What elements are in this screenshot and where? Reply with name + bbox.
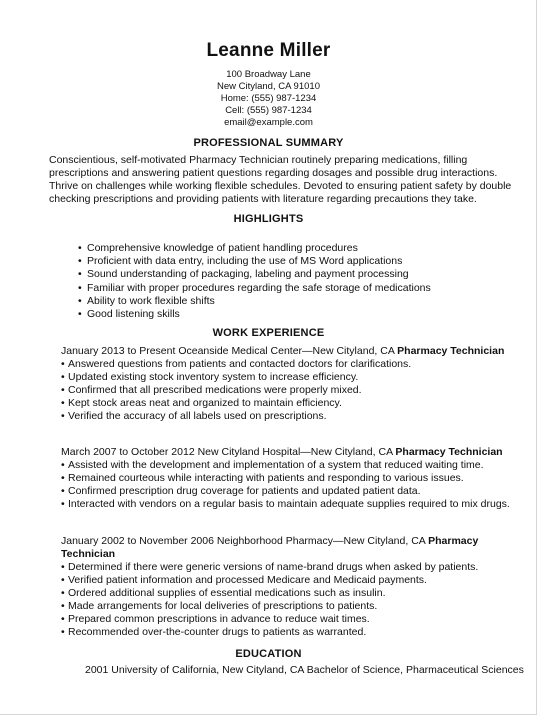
job-duties bbox=[61, 561, 497, 639]
summary-heading: PROFESSIONAL SUMMARY bbox=[193, 137, 344, 149]
job-header bbox=[61, 446, 531, 459]
list-item: • Confirmed that all prescribed medications were properly mixed. bbox=[61, 384, 531, 397]
contact-block bbox=[0, 69, 537, 129]
job-duties bbox=[61, 459, 531, 511]
list-item: • Kept stock areas neat and organized to maintain efficiency. bbox=[61, 397, 531, 410]
list-item: • Ordered additional supplies of essential medications such as insulin. bbox=[61, 587, 497, 600]
list-item: • Proficient with data entry, including the use of MS Word applications bbox=[78, 255, 431, 268]
job-duties bbox=[61, 358, 531, 423]
list-item: • Verified patient information and processed Medicare and Medicaid payments. bbox=[61, 574, 497, 587]
list-item: • Good listening skills bbox=[78, 308, 431, 321]
education-heading: EDUCATION bbox=[235, 648, 302, 660]
highlights-list bbox=[78, 242, 431, 321]
job-title: Pharmacy Technician bbox=[397, 345, 505, 357]
job-header bbox=[61, 535, 497, 561]
list-item: • Assisted with the development and implementation of a system that reduced waiting time. bbox=[61, 459, 531, 472]
list-item: • Recommended over-the-counter drugs to patients as warranted. bbox=[61, 626, 497, 639]
list-item: • Made arrangements for local deliveries of prescriptions to patients. bbox=[61, 600, 497, 613]
list-item: • Familiar with proper procedures regarding the safe storage of medications bbox=[78, 282, 431, 295]
highlights-heading: HIGHLIGHTS bbox=[233, 213, 304, 225]
candidate-name: Leanne Miller bbox=[206, 40, 331, 61]
address-line-2: New Cityland, CA 91010 bbox=[217, 81, 320, 92]
list-item: • Prepared common prescriptions in advance to reduce wait times. bbox=[61, 613, 497, 626]
education-entry: 2001 University of California, New Cityland, CA Bachelor of Science, Pharmaceutical Sciences bbox=[85, 664, 524, 676]
list-item: • Confirmed prescription drug coverage for patients and updated patient data. bbox=[61, 485, 531, 498]
list-item: • Comprehensive knowledge of patient handling procedures bbox=[78, 242, 431, 255]
list-item: • Updated existing stock inventory system to increase efficiency. bbox=[61, 371, 531, 384]
list-item: • Remained courteous while interacting with patients and responding to various issues. bbox=[61, 472, 531, 485]
list-item: • Interacted with vendors on a regular basis to maintain adequate supplies required to mix drugs. bbox=[61, 498, 531, 511]
job-header bbox=[61, 345, 531, 358]
job-title: Pharmacy Technician bbox=[61, 535, 479, 560]
job-entry-1 bbox=[61, 345, 531, 423]
job-dates-employer: March 2007 to October 2012 New Cityland Hospital—New Cityland, CA bbox=[61, 446, 396, 458]
address-line-1: 100 Broadway Lane bbox=[226, 69, 311, 80]
cell-phone: Cell: (555) 987-1234 bbox=[225, 105, 312, 116]
home-phone: Home: (555) 987-1234 bbox=[220, 93, 317, 104]
list-item: • Sound understanding of packaging, labeling and payment processing bbox=[78, 268, 431, 281]
job-title: Pharmacy Technician bbox=[395, 446, 503, 458]
list-item: • Answered questions from patients and contacted doctors for clarifications. bbox=[61, 358, 531, 371]
job-entry-3 bbox=[61, 535, 497, 639]
summary-text: Conscientious, self-motivated Pharmacy Technician routinely preparing medications, filling prescriptions and answering patient questions regarding dosages and possible drug interactions. Thrive on challenges while working flexible schedules. Devoted to ensuring patient safety by double checking prescriptions and providing patients with literature regarding precautions they take. bbox=[49, 154, 512, 205]
job-dates-employer: January 2013 to Present Oceanside Medical Center—New Cityland, CA bbox=[61, 345, 398, 357]
experience-heading: WORK EXPERIENCE bbox=[212, 327, 325, 339]
list-item: • Determined if there were generic versions of name-brand drugs when asked by patients. bbox=[61, 561, 497, 574]
job-dates-employer: January 2002 to November 2006 Neighborhood Pharmacy—New Cityland, CA bbox=[61, 535, 429, 547]
list-item: • Verified the accuracy of all labels used on prescriptions. bbox=[61, 410, 531, 423]
email: email@example.com bbox=[224, 117, 313, 128]
job-entry-2 bbox=[61, 446, 531, 511]
list-item: • Ability to work flexible shifts bbox=[78, 295, 431, 308]
